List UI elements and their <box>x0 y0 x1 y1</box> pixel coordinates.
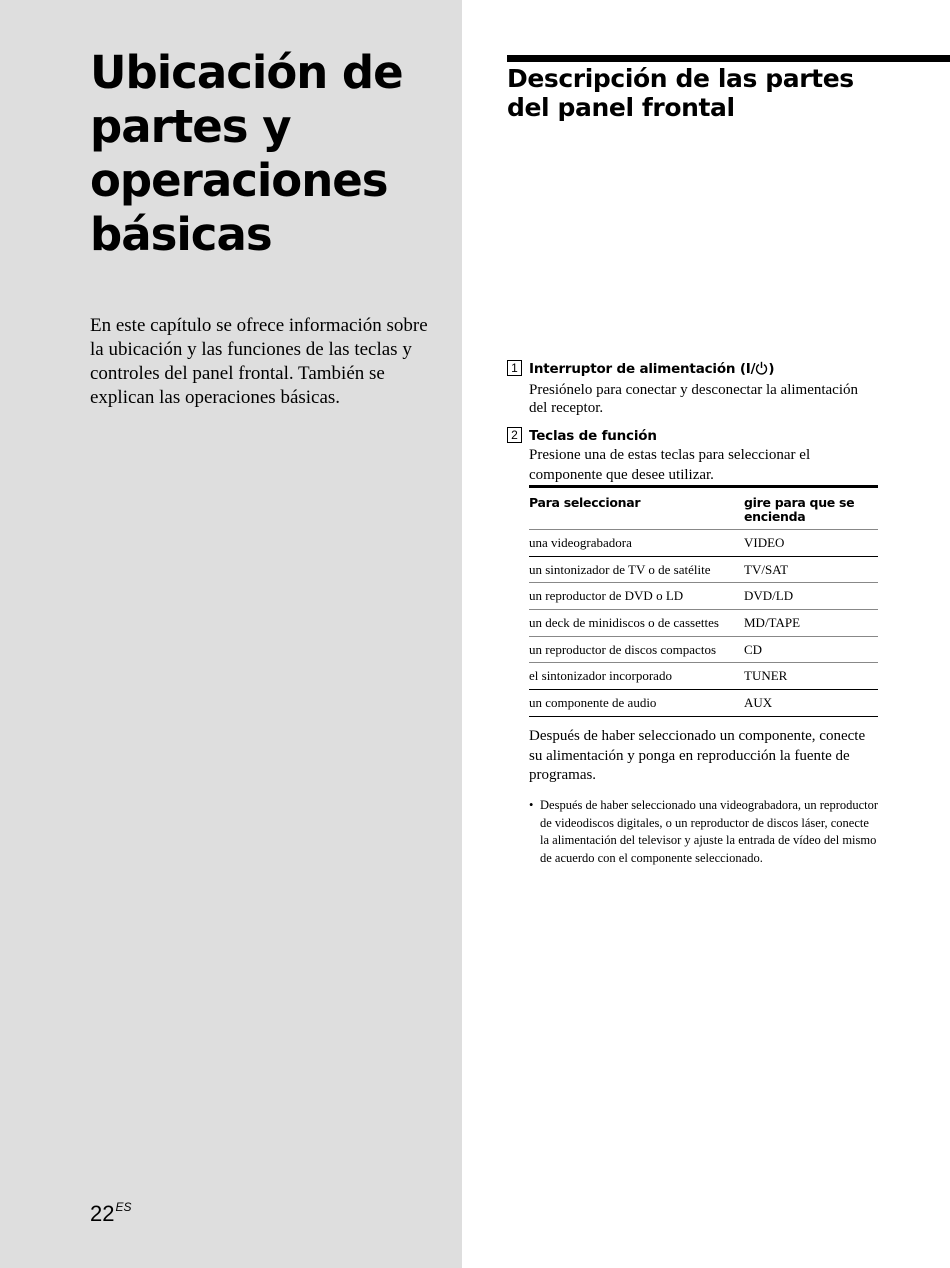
table-cell: un reproductor de DVD o LD <box>529 583 744 610</box>
table-cell: un componente de audio <box>529 690 744 717</box>
note <box>529 797 879 867</box>
table-row <box>529 583 878 610</box>
after-table-text: Después de haber seleccionado un componente, conecte su alimentación y ponga en reproducción la fuente de programas. <box>529 728 866 783</box>
page-number-value: 22 <box>90 1201 115 1226</box>
note-bullet: • <box>529 798 534 812</box>
table-row <box>529 663 878 690</box>
page-number <box>90 1200 132 1227</box>
item-description: Presiónelo para conectar y desconectar la alimentación del receptor. <box>529 382 859 416</box>
note-text: Después de haber seleccionado una videograbadora, un reproductor de videodiscos digitales, o un reproductor de discos láser, conecte la alimentación del televisor y ajuste la entrada de vídeo del mismo de acuerdo con el componente seleccionado. <box>540 798 879 865</box>
section-title <box>507 64 927 122</box>
table-cell: DVD/LD <box>744 583 878 610</box>
table-cell: un sintonizador de TV o de satélite <box>529 556 744 583</box>
page-number-suffix: ES <box>115 1200 132 1214</box>
table-row <box>529 636 878 663</box>
table-row <box>529 690 878 717</box>
item-function-keys <box>507 427 879 485</box>
table-cell: CD <box>744 636 878 663</box>
item-number-badge: 1 <box>507 360 522 376</box>
table-header: gire para que se encienda <box>744 487 878 530</box>
table-cell: VIDEO <box>744 530 878 557</box>
chapter-title-line: operaciones <box>90 154 388 207</box>
power-standby-icon <box>755 361 768 381</box>
table-cell: una videograbadora <box>529 530 744 557</box>
table-row <box>529 610 878 637</box>
item-heading <box>529 360 879 381</box>
table-header-row <box>529 487 878 530</box>
table-cell: un deck de minidiscos o de cassettes <box>529 610 744 637</box>
table-cell: el sintonizador incorporado <box>529 663 744 690</box>
table-row <box>529 530 878 557</box>
section-title-line: Descripción de las partes <box>507 64 854 93</box>
chapter-intro: En este capítulo se ofrece información sobre la ubicación y las funciones de las teclas y controles del panel frontal. También se explican las operaciones básicas. <box>90 315 428 408</box>
function-table <box>529 485 878 717</box>
table-header: Para seleccionar <box>529 487 744 530</box>
chapter-title-line: Ubicación de <box>90 46 403 99</box>
chapter-title-line: básicas <box>90 208 272 261</box>
section-rule <box>507 55 950 62</box>
item-heading: Teclas de función <box>529 428 657 444</box>
table-cell: MD/TAPE <box>744 610 878 637</box>
table-cell: AUX <box>744 690 878 717</box>
chapter-title-line: partes y <box>90 100 291 153</box>
table-row <box>529 556 878 583</box>
item-power-switch <box>507 360 879 417</box>
item-number-badge: 2 <box>507 427 522 443</box>
item-heading-text: Interruptor de alimentación (I/ <box>529 361 756 377</box>
section-title-line: del panel frontal <box>507 93 735 122</box>
chapter-title <box>90 46 450 262</box>
table-cell: un reproductor de discos compactos <box>529 636 744 663</box>
item-description: Presione una de estas teclas para seleccionar el componente que desee utilizar. <box>529 447 811 483</box>
item-heading-suffix: ) <box>768 361 775 377</box>
table-cell: TUNER <box>744 663 878 690</box>
table-cell: TV/SAT <box>744 556 878 583</box>
